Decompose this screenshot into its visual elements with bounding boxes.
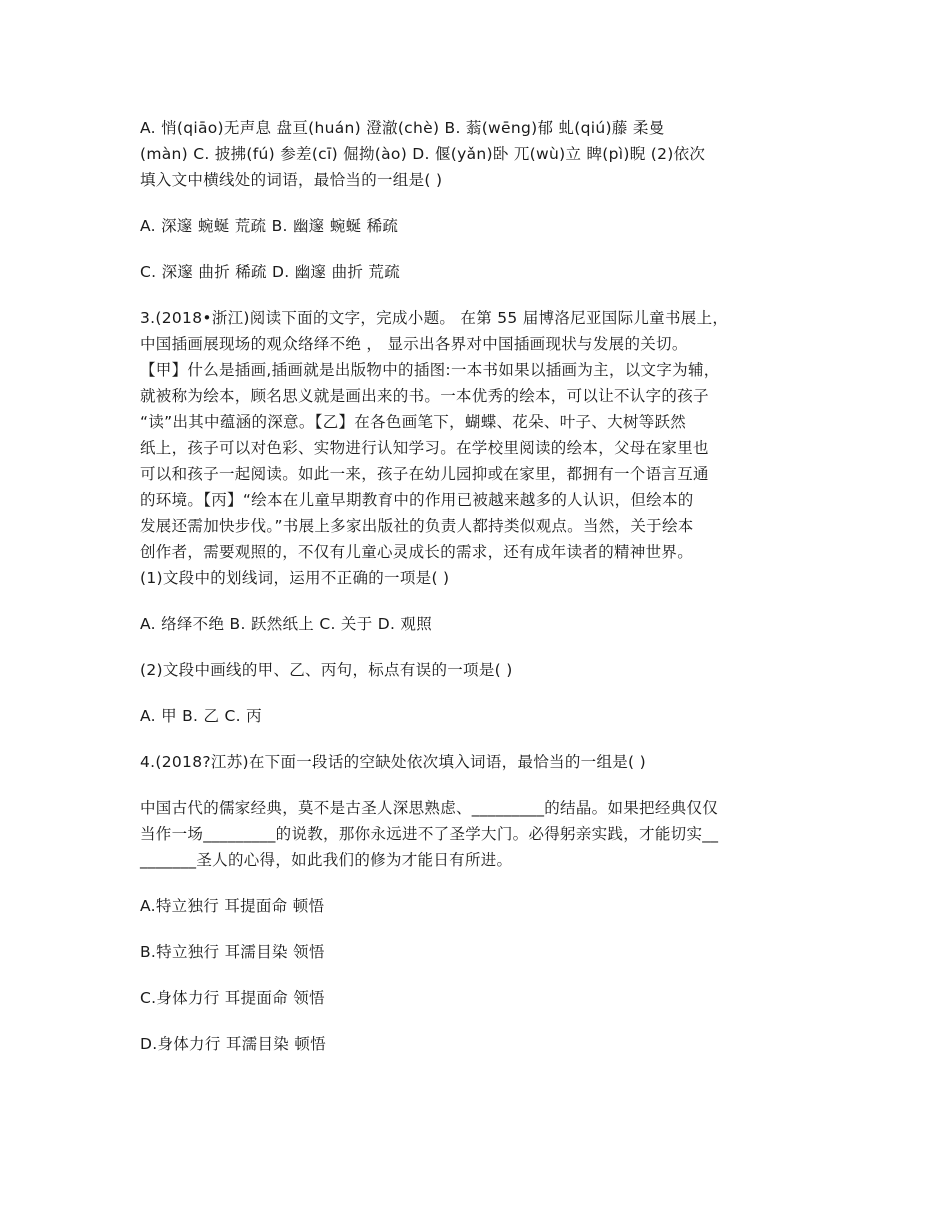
q3-passage — [140, 305, 820, 591]
q4-option-a: A.特立独行 耳提面命 顿悟 — [140, 897, 325, 915]
text-line: 填入文中横线处的词语，最恰当的一组是( ) — [140, 171, 443, 189]
text-line: 中国插画展现场的观众络绎不绝 ， 显示出各界对中国插画现状与发展的关切。 — [140, 335, 688, 353]
text-line: 3.(2018•浙江)阅读下面的文字，完成小题。 在第 55 届博洛尼亚国际儿童书展上， — [140, 309, 729, 327]
text-line: 创作者，需要观照的，不仅有儿童心灵成长的需求，还有成年读者的精神世界。 — [140, 543, 694, 561]
q2-options-paragraph — [140, 115, 820, 193]
text-line: A. 悄(qiāo)无声息 盘亘(huán) 澄澈(chè) B. 蓊(wēng)郁 虬(qiú)藤 柔曼 — [140, 119, 665, 137]
q2-options-ab: A. 深邃 蜿蜒 荒疏 B. 幽邃 蜿蜒 稀疏 — [140, 217, 399, 235]
q3-sub1-options: A. 络绎不绝 B. 跃然纸上 C. 关于 D. 观照 — [140, 615, 433, 633]
text-line: (1)文段中的划线词，运用不正确的一项是( ) — [140, 569, 450, 587]
text-line: 中国古代的儒家经典，莫不是古圣人深思熟虑、_________的结晶。如果把经典仅仅 — [140, 799, 719, 817]
q3-sub2-options: A. 甲 B. 乙 C. 丙 — [140, 707, 262, 725]
document-page — [140, 115, 820, 1057]
q3-sub2-question: (2)文段中画线的甲、乙、丙句，标点有误的一项是( ) — [140, 661, 513, 679]
text-line: _______圣人的心得，如此我们的修为才能日有所进。 — [140, 851, 513, 869]
text-line: 当作一场_________的说教，那你永远进不了圣学大门。必得躬亲实践，才能切实__ — [140, 825, 719, 843]
text-line: 纸上，孩子可以对色彩、实物进行认知学习。在学校里阅读的绘本，父母在家里也 — [140, 439, 709, 457]
text-line: 发展还需加快步伐。”书展上多家出版社的负责人都持类似观点。当然，关于绘本 — [140, 517, 694, 535]
q2-options-cd: C. 深邃 曲折 稀疏 D. 幽邃 曲折 荒疏 — [140, 263, 401, 281]
q4-question: 4.(2018?江苏)在下面一段话的空缺处依次填入词语，最恰当的一组是( ) — [140, 753, 646, 771]
text-line: (màn) C. 披拂(fú) 参差(cī) 倔拗(ào) D. 偃(yǎn)卧 兀(wù)立 睥(pì)睨 (2)依次 — [140, 145, 706, 163]
q4-option-d: D.身体力行 耳濡目染 顿悟 — [140, 1035, 326, 1053]
text-line: 可以和孩子一起阅读。如此一来，孩子在幼儿园抑或在家里，都拥有一个语言互通 — [140, 465, 709, 483]
q4-option-c: C.身体力行 耳提面命 领悟 — [140, 989, 325, 1007]
text-line: 【甲】什么是插画,插画就是出版物中的插图:一本书如果以插画为主，以文字为辅， — [140, 361, 720, 379]
q4-option-b: B.特立独行 耳濡目染 领悟 — [140, 943, 325, 961]
text-line: “读”出其中蕴涵的深意。【乙】在各色画笔下，蝴蝶、花朵、叶子、大树等跃然 — [140, 413, 687, 431]
q4-passage — [140, 795, 820, 873]
text-line: 就被称为绘本，顾名思义就是画出来的书。一本优秀的绘本，可以让不认字的孩子 — [140, 387, 709, 405]
text-line: 的环境。【丙】“绘本在儿童早期教育中的作用已被越来越多的人认识，但绘本的 — [140, 491, 694, 509]
